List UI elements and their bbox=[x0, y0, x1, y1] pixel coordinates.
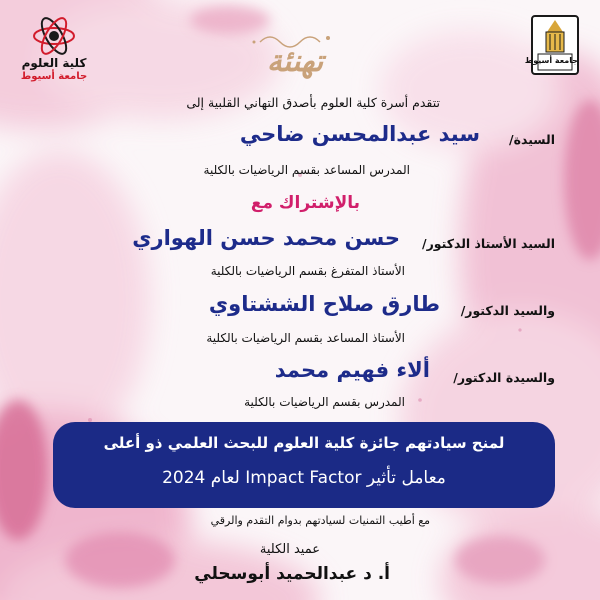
partner-1-name: حسن محمد حسن الهواري bbox=[132, 226, 400, 250]
partner-1-title: السيد الأستاذ الدكتور/ bbox=[422, 236, 555, 251]
partner-2-title: والسيد الدكتور/ bbox=[460, 303, 555, 318]
left-logo-line2: جامعة أسيوط bbox=[20, 71, 88, 82]
partner-2-name: طارق صلاح الششتاوي bbox=[208, 292, 440, 316]
closing-wishes: مع أطيب التمنيات لسيادتهم بدوام التقدم والرقي bbox=[210, 514, 430, 527]
atom-icon bbox=[14, 14, 94, 58]
tahnia-text: تهنئة bbox=[266, 44, 324, 79]
partner-3-description: المدرس بقسم الرياضيات بالكلية bbox=[244, 395, 405, 409]
banner-line-1: لمنح سيادتهم جائزة كلية العلوم للبحث العلمي ذو أعلى bbox=[103, 434, 505, 452]
honoree-name: سيد عبدالمحسن ضاحي bbox=[239, 122, 480, 146]
tahnia-heading bbox=[240, 30, 350, 90]
partner-2-description: الأستاذ المساعد بقسم الرياضيات بالكلية bbox=[206, 331, 405, 345]
assiut-university-logo bbox=[524, 14, 580, 76]
faculty-of-science-logo bbox=[14, 14, 94, 84]
intro-line: تتقدم أسرة كلية العلوم بأصدق التهاني القلبية إلى bbox=[186, 95, 440, 110]
award-banner bbox=[53, 422, 555, 508]
partner-3-name: ألاء فهيم محمد bbox=[274, 358, 430, 382]
university-emblem-icon bbox=[524, 14, 580, 76]
honoree-description: المدرس المساعد بقسم الرياضيات بالكلية bbox=[203, 163, 410, 177]
dean-name: أ. د عبدالحميد أبوسحلي bbox=[194, 564, 390, 584]
banner-line-2: معامل تأثير Impact Factor لعام 2024 bbox=[162, 468, 446, 488]
with-label: بالإشتراك مع bbox=[250, 193, 360, 213]
left-logo-line1: كلية العلوم bbox=[21, 56, 87, 70]
honoree-title: السيدة/ bbox=[509, 132, 555, 147]
right-logo-label: جامعة أسيوط bbox=[524, 56, 578, 65]
partner-3-title: والسيدة الدكتور/ bbox=[453, 370, 555, 385]
partner-1-description: الأستاذ المتفرغ بقسم الرياضيات بالكلية bbox=[210, 264, 405, 278]
dean-title: عميد الكلية bbox=[259, 542, 320, 557]
